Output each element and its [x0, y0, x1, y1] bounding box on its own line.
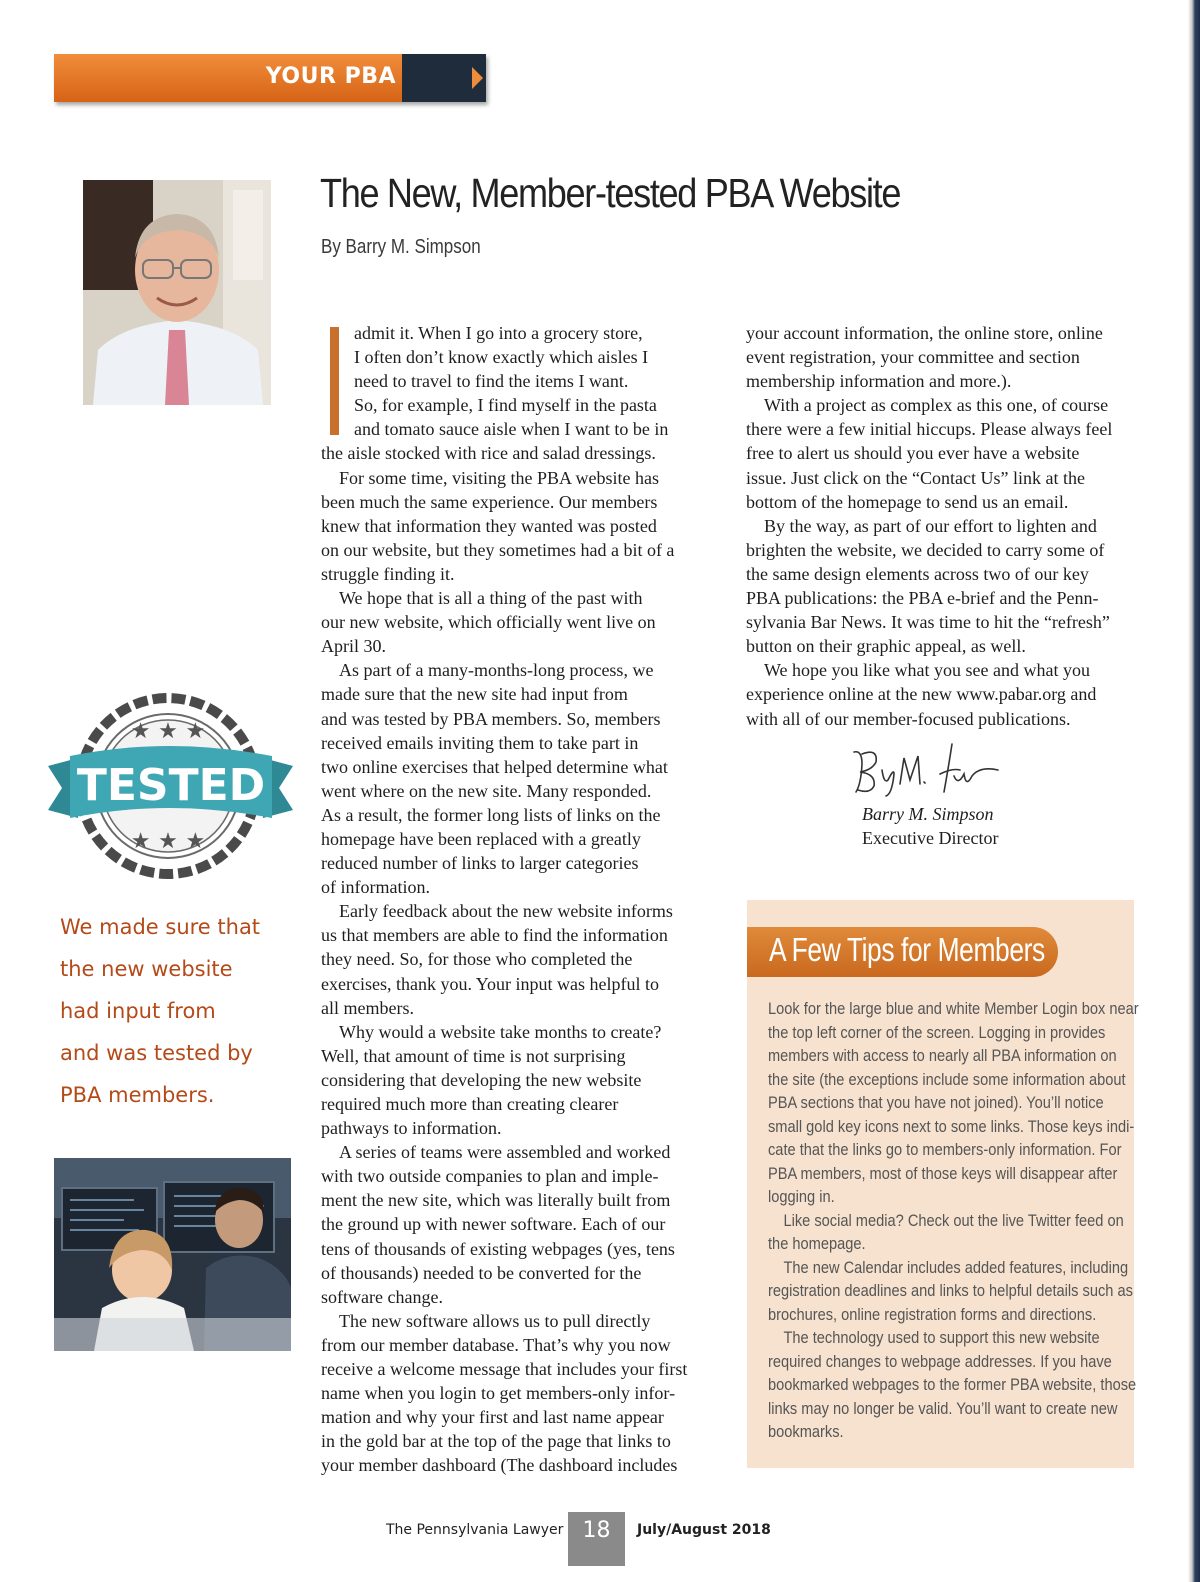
body-line: issue. Just click on the “Contact Us” link at the — [746, 467, 1085, 488]
footer-issue: July/August 2018 — [637, 1522, 771, 1538]
body-line: Why would a website take months to create? — [339, 1021, 662, 1042]
tips-line: Look for the large blue and white Member Login box near — [768, 999, 1139, 1018]
tips-line: The technology used to support this new website — [783, 1328, 1100, 1347]
article-byline: By Barry M. Simpson — [321, 236, 481, 258]
body-line: button on their graphic appeal, as well. — [746, 636, 1026, 657]
body-line: they need. So, for those who completed the — [321, 949, 633, 970]
article-title: The New, Member-tested PBA Website — [320, 170, 901, 216]
body-line: With a project as complex as this one, of course — [764, 395, 1109, 416]
body-line: free to alert us should you ever have a website — [746, 443, 1080, 464]
body-line: our new website, which officially went live on — [321, 612, 656, 633]
body-line: So, for example, I find myself in the pasta — [354, 395, 657, 416]
body-line: We hope that is all a thing of the past with — [339, 588, 643, 609]
signer-name: Barry M. Simpson — [862, 804, 994, 824]
body-line: required much more than creating clearer — [321, 1094, 619, 1114]
signer-title: Executive Director — [862, 828, 999, 848]
body-line: your member dashboard (The dashboard includes — [321, 1455, 678, 1476]
body-line: name when you login to get members-only infor- — [321, 1383, 676, 1404]
body-line: the same design elements across two of our key — [746, 563, 1089, 584]
tips-line: the site (the exceptions include some information about — [768, 1069, 1126, 1089]
author-portrait — [83, 180, 271, 405]
body-line: receive a welcome message that includes your first — [321, 1359, 688, 1380]
body-line: homepage have been replaced with a greatly — [321, 828, 641, 849]
body-line: knew that information they wanted was posted — [321, 515, 657, 536]
body-line: As a result, the former long lists of links on the — [321, 804, 661, 825]
body-line: experience online at the new www.pabar.org and — [746, 684, 1097, 705]
body-line: event registration, your committee and section — [746, 347, 1080, 368]
pull-quote — [60, 906, 290, 1116]
tips-line: bookmarks. — [768, 1422, 844, 1441]
body-line: the ground up with newer software. Each of our — [321, 1214, 666, 1235]
body-line: made sure that the new site had input from — [321, 684, 628, 705]
tips-line: bookmarked webpages to the former PBA website, those — [768, 1375, 1137, 1394]
body-line: April 30. — [321, 636, 386, 657]
body-line: struggle finding it. — [321, 563, 455, 584]
tips-box — [747, 900, 1139, 1468]
footer-publication: The Pennsylvania Lawyer — [386, 1522, 564, 1538]
body-line: with all of our member-focused publications. — [746, 708, 1071, 729]
page-number-box — [568, 1512, 625, 1566]
tips-line: links may no longer be valid. You’ll want to create new — [768, 1398, 1118, 1418]
body-line: mation and why your first and last name appear — [321, 1407, 664, 1428]
body-line: us that members are able to find the information — [321, 925, 668, 946]
body-line: For some time, visiting the PBA website has — [339, 467, 659, 488]
body-line: been much the same experience. Our members — [321, 491, 658, 512]
body-line: A series of teams were assembled and worked — [339, 1142, 671, 1163]
tips-body — [768, 997, 1199, 1444]
tips-heading: A Few Tips for Members — [769, 931, 1045, 968]
body-line: The new software allows us to pull directly — [339, 1310, 651, 1331]
svg-text:★ ★ ★: ★ ★ ★ — [130, 719, 206, 744]
body-line: all members. — [321, 997, 414, 1018]
body-line: there were a few initial hiccups. Please always feel — [746, 419, 1113, 440]
body-line: membership information and more.). — [746, 371, 1012, 392]
svg-text:★ ★ ★: ★ ★ ★ — [130, 829, 206, 854]
body-line: reduced number of links to larger categories — [321, 853, 639, 874]
tips-line: cate that the links go to members-only information. For — [768, 1140, 1122, 1159]
body-line: of information. — [321, 877, 430, 898]
body-line: PBA publications: the PBA e-brief and the Penn- — [746, 588, 1099, 609]
tips-line: members with access to nearly all PBA information on — [768, 1046, 1117, 1065]
body-line: tens of thousands of existing webpages (yes, tens — [321, 1238, 675, 1259]
tips-line: logging in. — [768, 1187, 835, 1206]
body-line: By the way, as part of our effort to lighten and — [764, 515, 1097, 536]
body-line: software change. — [321, 1286, 443, 1307]
body-line: your account information, the online store, online — [746, 323, 1103, 343]
handwritten-signature — [848, 740, 1006, 798]
tips-line: required changes to webpage addresses. If you have — [768, 1351, 1112, 1371]
body-line: exercises, thank you. Your input was helpful to — [321, 973, 659, 994]
body-line: need to travel to find the items I want. — [354, 371, 629, 392]
body-line: of thousands) needed to be converted for the — [321, 1262, 642, 1283]
section-label: YOUR PBA — [265, 64, 396, 89]
arrow-right-icon — [472, 67, 483, 89]
tips-line: The new Calendar includes added features, including — [783, 1257, 1129, 1277]
article-column-1 — [321, 321, 716, 1478]
body-line: considering that developing the new website — [321, 1069, 642, 1090]
body-line: sylvania Bar News. It was time to hit the “refresh” — [746, 612, 1110, 633]
body-line: pathways to information. — [321, 1118, 502, 1139]
drop-cap-i — [330, 327, 339, 435]
article-column-2 — [746, 321, 1146, 731]
body-line: brighten the website, we decided to carry some of — [746, 539, 1105, 560]
tips-line: PBA members, most of those keys will disappear after — [768, 1163, 1118, 1183]
body-line: Well, that amount of time is not surprising — [321, 1045, 626, 1066]
office-photo — [54, 1158, 291, 1351]
body-line: and tomato sauce aisle when I want to be in — [354, 419, 669, 440]
signer-block — [862, 802, 998, 850]
tips-line: the top left corner of the screen. Logging in provides — [768, 1022, 1106, 1042]
section-banner — [54, 54, 486, 102]
tips-line: Like social media? Check out the live Twitter feed on — [783, 1210, 1124, 1230]
tested-stamp — [48, 688, 293, 883]
pull-quote-line: We made sure that — [60, 915, 261, 939]
page-number: 18 — [582, 1518, 611, 1543]
body-line: in the gold bar at the top of the page that links to — [321, 1431, 671, 1452]
stamp-label: TESTED — [76, 760, 266, 811]
body-line: admit it. When I go into a grocery store, — [354, 323, 643, 343]
body-line: from our member database. That’s why you now — [321, 1334, 671, 1355]
body-line: bottom of the homepage to send us an email. — [746, 491, 1069, 512]
body-line: We hope you like what you see and what you — [764, 660, 1090, 681]
tips-line: PBA sections that you have not joined). You’ll notice — [768, 1093, 1104, 1112]
body-line: on our website, but they sometimes had a bit of a — [321, 539, 675, 560]
body-line: Early feedback about the new website informs — [339, 901, 673, 922]
body-line: the aisle stocked with rice and salad dressings. — [321, 443, 656, 464]
body-line: I often don’t know exactly which aisles I — [354, 347, 649, 368]
tips-line: brochures, online registration forms and directions. — [768, 1304, 1097, 1324]
tips-line: registration deadlines and links to helpful details such as — [768, 1281, 1133, 1300]
tips-heading-bar — [747, 927, 1058, 977]
pull-quote-line: and was tested by — [60, 1041, 253, 1065]
body-line: with two outside companies to plan and imple- — [321, 1166, 659, 1187]
body-line: went where on the new site. Many responded. — [321, 780, 652, 801]
body-line: As part of a many-months-long process, we — [339, 660, 654, 681]
tips-line: the homepage. — [768, 1234, 866, 1253]
body-line: and was tested by PBA members. So, members — [321, 708, 661, 729]
body-line: received emails inviting them to take part in — [321, 732, 639, 753]
body-line: ment the new site, which was literally built from — [321, 1190, 671, 1211]
pull-quote-line: had input from — [60, 999, 216, 1023]
body-line: two online exercises that helped determine what — [321, 756, 668, 777]
pull-quote-line: the new website — [60, 957, 233, 981]
pull-quote-line: PBA members. — [60, 1083, 215, 1107]
tips-line: small gold key icons next to some links. Those keys indi- — [768, 1116, 1135, 1136]
